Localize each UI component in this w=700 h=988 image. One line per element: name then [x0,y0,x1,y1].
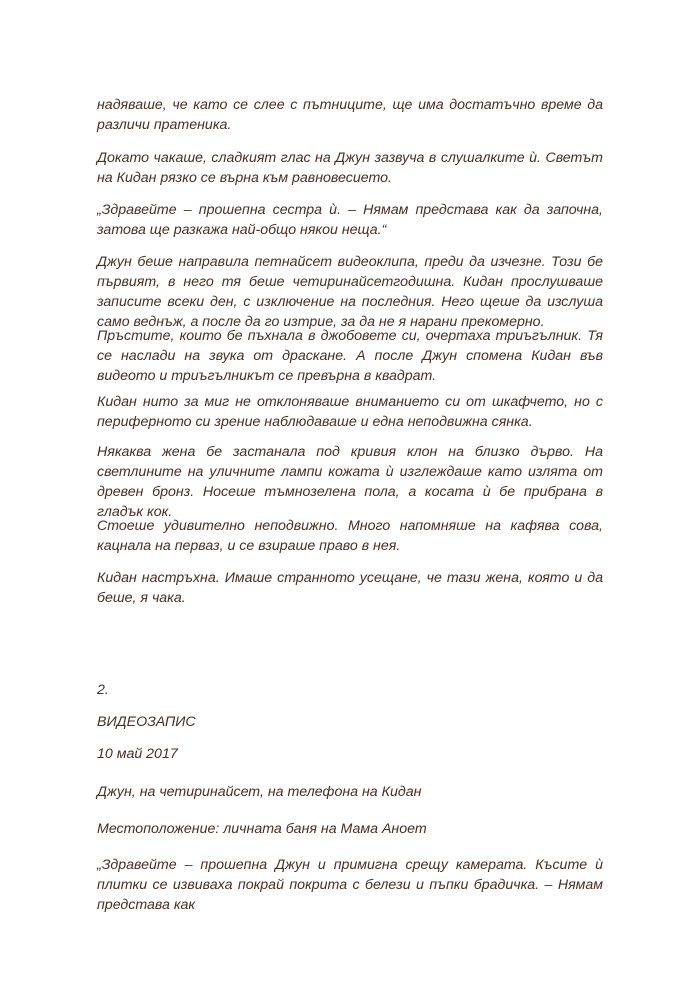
chapter-number: 2. [97,682,109,698]
section-heading: ВИДЕОЗАПИС [97,714,196,730]
record-date: 10 май 2017 [97,746,178,762]
paragraph-1: надяваше, че като се слее с пътниците, ще има достатъчно време да различи пратеника. [97,97,603,133]
paragraph-8: Стоеше удивително неподвижно. Много напомняше на кафява сова, кацнала на перваз, и се взираше право в нея. [97,518,603,554]
paragraph-2: Докато чакаше, сладкият глас на Джун зазвуча в слушалките ѝ. Светът на Кидан рязко се върна към равновесието. [97,150,603,186]
record-subject: Джун, на четиринайсет, на телефона на Кидан [97,784,422,800]
paragraph-3: „Здравейте – прошепна сестра ѝ. – Нямам представа как да започна, затова ще разкажа най-общо някои неща.“ [97,202,603,238]
paragraph-9: Кидан настръхна. Имаше странното усещане, че тази жена, която и да беше, я чака. [97,570,603,606]
paragraph-7: Някаква жена бе застанала под кривия клон на близко дърво. На светлините на уличните лампи кожата ѝ изглеждаше като излята от древен бронз. Носеше тъмнозелена пола, а косата ѝ бе прибрана в гладък кок. [97,444,603,520]
final-paragraph: „Здравейте – прошепна Джун и примигна срещу камерата. Късите ѝ плитки се извиваха покрай покрита с белези и пъпки брадичка. – Нямам представа как [97,857,603,913]
paragraph-5: Пръстите, които бе пъхнала в джобовете си, очертаха триъгълник. Тя се наслади на звука от драскане. А после Джун спомена Кидан във видеото и триъгълникът се превърна в квадрат. [97,328,603,384]
paragraph-4: Джун беше направила петнайсет видеоклипа, преди да изчезне. Този бе първият, в него тя беше четиринайсетгодишна. Кидан прослушваше записите всеки ден, с изключение на последния. Него щеше да изслуша само веднъж, а после да го изтрие, за да не я нарани прекомерно. [97,254,603,330]
paragraph-6: Кидан нито за миг не отклоняваше вниманието си от шкафчето, но с периферното си зрение наблюдаваше и една неподвижна сянка. [97,394,603,430]
record-location: Местоположение: личната баня на Мама Аноет [97,821,427,837]
